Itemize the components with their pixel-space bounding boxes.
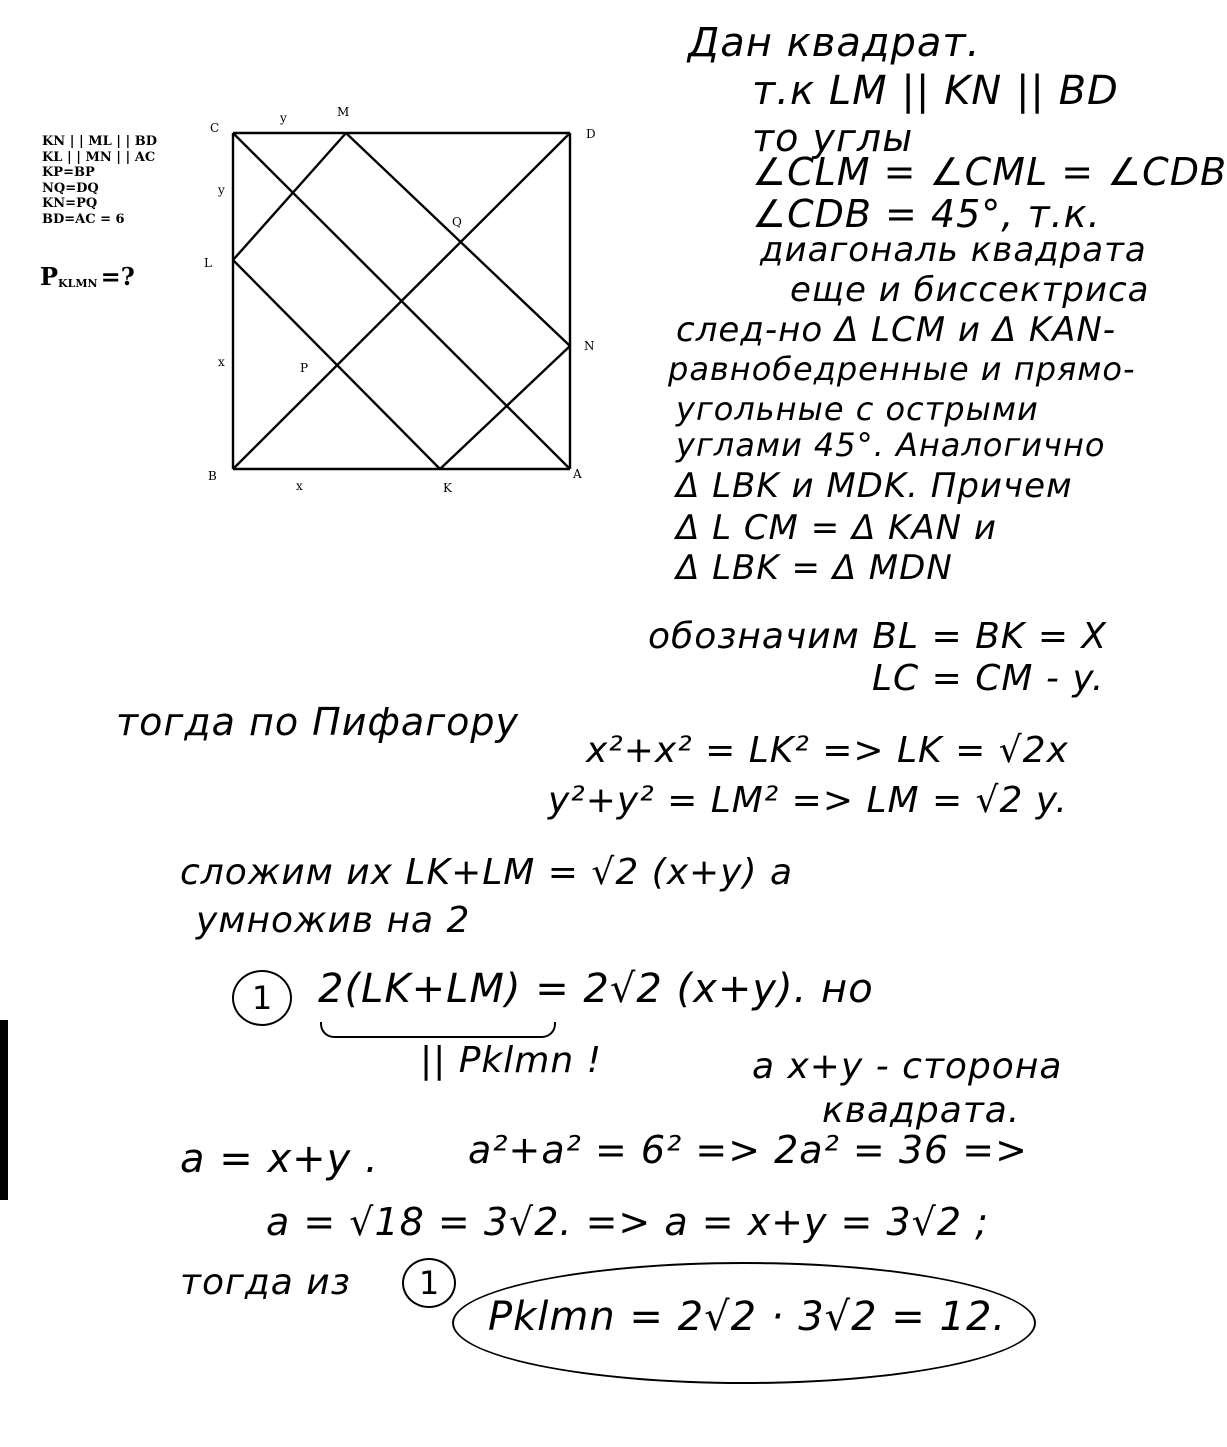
solution-line-26: a = x+y . <box>180 1136 379 1182</box>
given-line: NQ=DQ <box>42 180 99 196</box>
label-x-left: x <box>218 355 225 369</box>
given-line: KP=BP <box>42 165 95 180</box>
solution-line-4: ∠CLM = ∠CML = ∠CDB <box>752 150 1227 194</box>
solution-line-7: еще и биссектриса <box>790 270 1150 310</box>
label-y-left: y <box>218 183 225 197</box>
solution-line-20: сложим их LK+LM = √2 (x+y) а <box>180 852 794 893</box>
solution-line-25: квадрата. <box>822 1090 1021 1131</box>
solution-line-24: а x+y - сторона <box>752 1046 1063 1087</box>
solution-line-6: диагональ квадрата <box>760 230 1147 270</box>
solution-line-29: тогда из <box>180 1262 351 1303</box>
final-answer: Pklmn = 2√2 · 3√2 = 12. <box>488 1294 1007 1340</box>
label-C: C <box>210 121 220 135</box>
circled-number-text: 1 <box>251 979 273 1017</box>
given-line: BD=AC = 6 <box>42 211 125 227</box>
perimeter-symbol: P <box>40 262 59 291</box>
solution-line-19: y²+y² = LM² => LM = √2 y. <box>548 780 1068 821</box>
solution-line-21: умножив на 2 <box>196 900 471 941</box>
solution-line-15: обозначим BL = BK = X <box>648 616 1108 657</box>
solution-line-10: угольные с острыми <box>676 390 1039 428</box>
underline-brace <box>320 1022 556 1038</box>
label-B: B <box>208 469 217 483</box>
label-x-bottom: x <box>296 479 303 493</box>
label-L: L <box>204 256 212 270</box>
circled-number-1 <box>232 970 292 1026</box>
solution-line-18: x²+x² = LK² => LK = √2x <box>586 730 1069 771</box>
label-N: N <box>584 339 595 353</box>
scan-edge-mark <box>0 1020 8 1200</box>
solution-line-11: углами 45°. Аналогично <box>676 426 1106 464</box>
solution-line-22: 2(LK+LM) = 2√2 (x+y). но <box>318 966 874 1012</box>
solution-line-28: a = √18 = 3√2. => a = x+y = 3√2 ; <box>266 1200 989 1244</box>
label-y-top: y <box>280 111 287 125</box>
solution-line-16: LC = CM - y. <box>872 658 1105 699</box>
circled-number-1-ref <box>402 1258 456 1308</box>
solution-line-8: след-но Δ LCM и Δ KAN- <box>676 310 1117 350</box>
solution-line-3: то углы <box>752 116 914 160</box>
circled-number-ref-text: 1 <box>418 1264 440 1302</box>
label-P: P <box>300 361 309 375</box>
label-M: M <box>337 105 350 119</box>
given-line: KL | | MN | | AC <box>42 149 156 165</box>
label-K: K <box>443 481 452 495</box>
solution-line-12: Δ LBK и MDK. Причем <box>676 466 1073 506</box>
solution-line-27: a²+a² = 6² => 2a² = 36 => <box>468 1128 1028 1172</box>
solution-line-13: Δ L CM = Δ KAN и <box>676 508 997 548</box>
perimeter-tail: =? <box>100 262 135 291</box>
solution-line-17: тогда по Пифагору <box>116 700 520 744</box>
given-line: KN | | ML | | BD <box>42 134 158 149</box>
solution-line-14: Δ LBK = Δ MDN <box>676 548 953 588</box>
perimeter-subscript: KLMN <box>58 277 98 290</box>
solution-line-1: Дан квадрат. <box>688 20 981 66</box>
segment-LM <box>233 133 346 260</box>
label-D: D <box>586 127 596 141</box>
solution-line-23: || Pklmn ! <box>420 1040 603 1081</box>
label-A: A <box>573 467 582 481</box>
solution-line-9: равнобедренные и прямо- <box>668 350 1136 388</box>
solution-line-5: ∠CDB = 45°, т.к. <box>752 192 1101 236</box>
given-line: KN=PQ <box>42 196 98 211</box>
label-Q: Q <box>452 215 462 229</box>
solution-line-2: т.к LM || KN || BD <box>752 68 1119 114</box>
